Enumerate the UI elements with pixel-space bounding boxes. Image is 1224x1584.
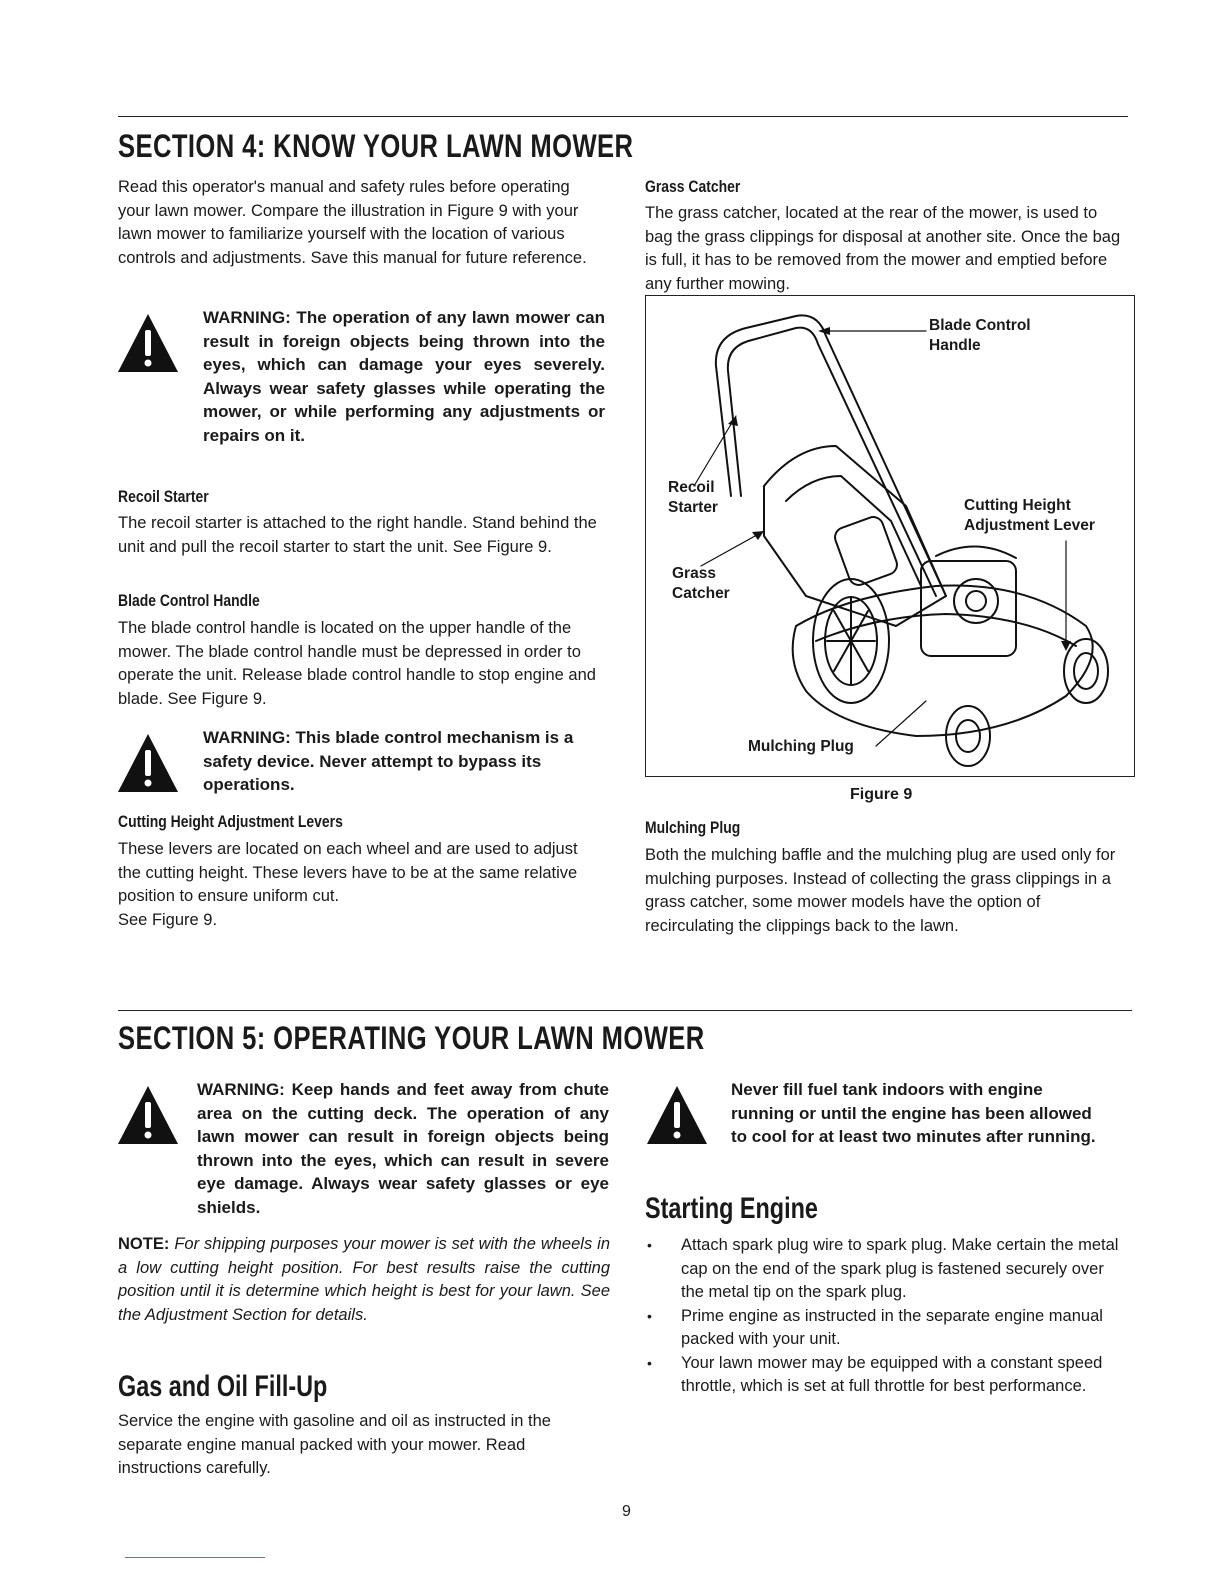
figure-label-mulching-plug: Mulching Plug — [748, 738, 854, 755]
figure-label-recoil-starter: Recoil Starter — [668, 479, 718, 516]
recoil-starter-heading: Recoil Starter — [118, 487, 209, 506]
section4-title: SECTION 4: KNOW YOUR LAWN MOWER — [118, 128, 634, 164]
cutting-height-text: These levers are located on each wheel and are used to adjust the cutting height. These levers have to be at the same relative position to ensure uniform cut. — [118, 840, 578, 905]
lawn-mower-illustration — [646, 296, 1134, 776]
starting-engine-list — [645, 1234, 1130, 1399]
starting-engine-heading: Starting Engine — [645, 1192, 818, 1225]
note-label: NOTE: — [118, 1235, 170, 1253]
warning-icon — [116, 1084, 180, 1146]
figure-9-box — [645, 295, 1135, 777]
list-item: • Your lawn mower may be equipped with a constant speed throttle, which is set at full throttle for best performance. — [645, 1352, 1130, 1399]
mulching-plug-heading: Mulching Plug — [645, 818, 741, 837]
figure-caption: Figure 9 — [850, 786, 913, 803]
section5-title: SECTION 5: OPERATING YOUR LAWN MOWER — [118, 1020, 705, 1056]
bottom-mark — [125, 1557, 265, 1558]
blade-control-text: The blade control handle is located on the upper handle of the mower. The blade control handle must be depressed in order to operate the unit. Release blade control handle to stop engine and blade. See Figure 9. — [118, 619, 596, 708]
figure-label-blade-control: Blade Control Handle — [929, 317, 1031, 354]
gas-oil-heading: Gas and Oil Fill-Up — [118, 1370, 328, 1403]
warning-icon — [645, 1084, 709, 1146]
warning-icon — [116, 732, 180, 794]
list-item: • Prime engine as instructed in the separate engine manual packed with your unit. — [645, 1305, 1130, 1352]
grass-catcher-heading: Grass Catcher — [645, 177, 741, 196]
warning-fuel-tank: Never fill fuel tank indoors with engine running or until the engine has been allowed to cool for at least two minutes after running. — [731, 1080, 1096, 1146]
gas-oil-text: Service the engine with gasoline and oil as instructed in the separate engine manual packed with your mower. Read instructions carefully. — [118, 1412, 551, 1477]
grass-catcher-text: The grass catcher, located at the rear of the mower, is used to bag the grass clippings for disposal at another site. Once the bag is full, it has to be removed from the mower and emptied before any further mowing. — [645, 204, 1121, 293]
cutting-height-see-figure: See Figure 9. — [118, 911, 218, 929]
section4-intro: Read this operator's manual and safety rules before operating your lawn mower. Compare the illustration in Figure 9 with your lawn mower to familiarize yourself with the location of various controls and adjustments. Save this manual for future reference. — [118, 178, 587, 267]
blade-control-heading: Blade Control Handle — [118, 591, 260, 610]
figure-label-grass-catcher: Grass Catcher — [672, 565, 730, 602]
mulching-plug-text: Both the mulching baffle and the mulching plug are used only for mulching purposes. Instead of collecting the grass clippings in a grass catcher, some mower models have the option of recirculating the clippings back to the lawn. — [645, 846, 1116, 935]
shipping-note — [118, 1233, 610, 1327]
note-text: For shipping purposes your mower is set with the wheels in a low cutting height position. For best results raise the cutting position until it is determine which height is best for your lawn. See the Adjustment Section for details. — [118, 1235, 610, 1324]
recoil-starter-text: The recoil starter is attached to the right handle. Stand behind the unit and pull the recoil starter to start the unit. See Figure 9. — [118, 514, 597, 556]
warning-eye-safety: WARNING: The operation of any lawn mower can result in foreign objects being thrown into the eyes, which can damage your eyes severely. Always wear safety glasses while operating the mower, or while performing any adjustments or repairs on it. — [203, 308, 605, 445]
section5-top-rule — [118, 1010, 1132, 1011]
page-number: 9 — [622, 1503, 631, 1520]
warning-blade-mechanism: WARNING: This blade control mechanism is a safety device. Never attempt to bypass its operations. — [203, 728, 574, 794]
figure-label-cutting-height: Cutting Height Adjustment Lever — [964, 497, 1095, 534]
warning-chute-area: WARNING: Keep hands and feet away from chute area on the cutting deck. The operation of any lawn mower can result in foreign objects being thrown into the eyes, which can result in severe eye damage. Always wear safety glasses or eye shields. — [197, 1080, 609, 1217]
section4-top-rule — [118, 116, 1128, 117]
list-item: • Attach spark plug wire to spark plug. Make certain the metal cap on the end of the spark plug is fastened securely over the metal tip on the spark plug. — [645, 1234, 1130, 1305]
cutting-height-heading: Cutting Height Adjustment Levers — [118, 812, 343, 831]
warning-icon — [116, 312, 180, 374]
